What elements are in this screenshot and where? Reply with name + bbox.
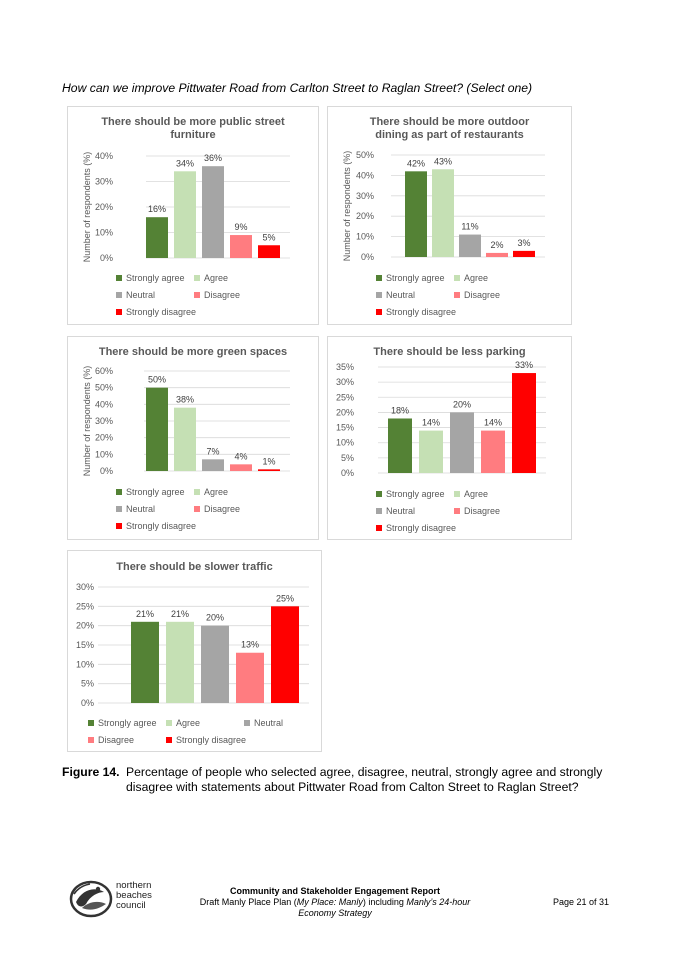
- y-tick-label: 30%: [94, 416, 113, 426]
- bar-strongly-agree: [131, 622, 159, 703]
- data-label: 5%: [262, 232, 276, 243]
- data-label: 18%: [390, 405, 410, 416]
- bar-strongly-disagree: [271, 606, 299, 703]
- legend-item: [194, 273, 228, 283]
- data-label: 14%: [421, 417, 441, 428]
- data-label: 42%: [406, 158, 426, 169]
- legend-swatch: [376, 309, 382, 315]
- data-label: 20%: [452, 399, 472, 410]
- y-tick-label: 10%: [94, 449, 113, 460]
- legend-item: [166, 718, 200, 728]
- bar-neutral: [201, 626, 229, 703]
- y-tick-label: 10%: [355, 231, 374, 242]
- footer-subtitle: [190, 897, 480, 919]
- legend-label: Strongly agree: [126, 487, 185, 497]
- y-tick-label: 30%: [355, 190, 374, 201]
- y-tick-label: 15%: [75, 640, 94, 650]
- chart-less-parking: [327, 336, 572, 540]
- y-tick-label: 0%: [99, 466, 113, 476]
- data-label: 25%: [275, 593, 295, 604]
- data-label: 16%: [147, 204, 167, 215]
- data-label: 38%: [175, 394, 195, 405]
- legend-swatch: [454, 292, 460, 298]
- legend-item: [454, 506, 500, 516]
- data-label: 50%: [147, 374, 167, 385]
- legend-label: Strongly disagree: [386, 523, 457, 533]
- bar-agree: [432, 169, 454, 257]
- y-tick-label: 25%: [335, 392, 354, 403]
- footer-report-info: [190, 886, 480, 919]
- data-label: 4%: [234, 451, 248, 462]
- legend-swatch: [88, 737, 94, 743]
- legend-swatch: [454, 508, 460, 514]
- footer-subtitle-mid: ) including: [362, 897, 407, 907]
- y-tick-label: 15%: [335, 422, 354, 433]
- question-heading: How can we improve Pittwater Road from Carlton Street to Raglan Street? (Select one): [62, 81, 533, 95]
- bar-agree: [174, 408, 196, 471]
- legend-label: Strongly disagree: [386, 307, 457, 317]
- bar-neutral: [459, 235, 481, 257]
- bar-disagree: [236, 653, 264, 703]
- data-label: 33%: [514, 360, 534, 371]
- data-label: 9%: [234, 222, 248, 233]
- legend-label: Agree: [204, 487, 229, 497]
- data-label: 20%: [205, 612, 225, 623]
- legend-item: [454, 290, 500, 300]
- chart-legend: [68, 273, 318, 333]
- logo-line-2: beaches: [116, 890, 152, 901]
- chart-legend: [328, 489, 571, 549]
- data-label: 21%: [135, 608, 155, 619]
- legend-label: Disagree: [464, 290, 501, 300]
- chart-slower-traffic: [67, 550, 322, 752]
- y-tick-label: 50%: [94, 382, 113, 393]
- data-label: 3%: [517, 237, 531, 248]
- bar-neutral: [450, 412, 474, 473]
- legend-swatch: [376, 491, 382, 497]
- y-tick-label: 0%: [340, 468, 354, 478]
- legend-label: Agree: [464, 273, 489, 283]
- chart-title-line: There should be less parking: [373, 346, 526, 358]
- legend-swatch: [194, 489, 200, 495]
- legend-label: Strongly disagree: [176, 735, 247, 745]
- y-tick-label: 0%: [99, 253, 113, 263]
- logo-line-1: northern: [116, 880, 152, 891]
- legend-label: Disagree: [204, 290, 241, 300]
- y-tick-label: 40%: [94, 399, 113, 410]
- legend-swatch: [454, 491, 460, 497]
- legend-label: Strongly agree: [386, 273, 445, 283]
- y-tick-label: 5%: [80, 678, 94, 689]
- bar-strongly-agree: [405, 171, 427, 257]
- chart-legend: [68, 487, 318, 547]
- y-tick-label: 5%: [340, 452, 354, 463]
- chart-title-line: There should be more public street: [101, 116, 285, 128]
- chart-legend: [328, 273, 571, 333]
- data-label: 1%: [262, 456, 276, 467]
- figure-label: Figure 14.: [62, 765, 120, 779]
- legend-label: Strongly agree: [126, 273, 185, 283]
- bar-disagree: [481, 431, 505, 473]
- legend-item: [116, 504, 155, 514]
- legend-swatch: [116, 523, 122, 529]
- y-axis-label: Number of respondents (%): [82, 365, 92, 477]
- legend-item: [88, 735, 134, 745]
- y-tick-label: 20%: [335, 407, 354, 418]
- legend-label: Neutral: [254, 718, 284, 728]
- y-tick-label: 20%: [355, 211, 374, 222]
- legend-item: [376, 307, 456, 317]
- y-tick-label: 20%: [75, 620, 94, 631]
- figure-caption-text: Percentage of people who selected agree, disagree, neutral, strongly agree and strongly disagree with statements about Pittwater Road from Calton Street to Raglan Street?: [126, 765, 603, 794]
- y-tick-label: 10%: [335, 437, 354, 448]
- legend-swatch: [194, 292, 200, 298]
- chart-outdoor-dining: [327, 106, 572, 325]
- legend-label: Strongly agree: [386, 489, 445, 499]
- chart-green-spaces: [67, 336, 319, 540]
- chart-public-street-furniture: [67, 106, 319, 325]
- legend-swatch: [244, 720, 250, 726]
- data-label: 2%: [490, 239, 504, 250]
- legend-item: [454, 273, 488, 283]
- legend-label: Agree: [204, 273, 229, 283]
- data-label: 34%: [175, 158, 195, 169]
- data-label: 36%: [203, 153, 223, 164]
- bar-neutral: [202, 166, 224, 258]
- y-tick-label: 30%: [335, 377, 354, 388]
- bar-disagree: [486, 253, 508, 257]
- y-tick-label: 35%: [335, 362, 354, 372]
- legend-swatch: [88, 720, 94, 726]
- data-label: 43%: [433, 156, 453, 167]
- legend-label: Agree: [464, 489, 489, 499]
- legend-item: [376, 290, 415, 300]
- y-tick-label: 0%: [80, 698, 94, 708]
- bar-strongly-agree: [388, 418, 412, 473]
- legend-swatch: [454, 275, 460, 281]
- bar-agree: [174, 171, 196, 258]
- y-tick-label: 20%: [94, 202, 113, 212]
- legend-item: [376, 489, 445, 499]
- legend-swatch: [116, 309, 122, 315]
- legend-swatch: [194, 275, 200, 281]
- legend-swatch: [376, 275, 382, 281]
- y-tick-label: 30%: [94, 176, 113, 187]
- legend-label: Neutral: [386, 290, 416, 300]
- legend-swatch: [116, 506, 122, 512]
- bar-agree: [419, 431, 443, 473]
- y-axis-label: Number of respondents (%): [342, 150, 352, 262]
- legend-label: Strongly agree: [98, 718, 157, 728]
- legend-swatch: [376, 292, 382, 298]
- y-axis-label: Number of respondents (%): [82, 151, 92, 263]
- y-tick-label: 50%: [355, 150, 374, 160]
- legend-label: Neutral: [126, 290, 156, 300]
- legend-swatch: [116, 275, 122, 281]
- data-label: 11%: [461, 221, 479, 232]
- legend-item: [194, 290, 240, 300]
- legend-item: [376, 523, 456, 533]
- legend-item: [116, 487, 185, 497]
- legend-item: [454, 489, 488, 499]
- legend-swatch: [376, 525, 382, 531]
- footer-title: Community and Stakeholder Engagement Report: [229, 886, 441, 896]
- bar-disagree: [230, 464, 252, 471]
- chart-title-line: There should be more green spaces: [98, 346, 288, 358]
- data-label: 13%: [240, 639, 260, 650]
- legend-swatch: [376, 508, 382, 514]
- bar-strongly-disagree: [258, 469, 280, 471]
- bar-strongly-agree: [146, 388, 168, 471]
- y-tick-label: 10%: [94, 227, 113, 238]
- chart-title-line: furniture: [170, 129, 216, 141]
- bar-agree: [166, 622, 194, 703]
- legend-label: Strongly disagree: [126, 521, 197, 531]
- y-tick-label: 60%: [94, 366, 113, 376]
- legend-label: Disagree: [98, 735, 135, 745]
- bar-strongly-agree: [146, 217, 168, 258]
- logo-text: [116, 881, 152, 911]
- legend-item: [116, 307, 196, 317]
- legend-item: [88, 718, 157, 728]
- y-tick-label: 20%: [94, 432, 113, 443]
- y-tick-label: 10%: [75, 659, 94, 670]
- bar-disagree: [230, 235, 252, 258]
- y-tick-label: 40%: [94, 151, 113, 161]
- legend-item: [376, 506, 415, 516]
- bar-strongly-disagree: [512, 373, 536, 473]
- legend-swatch: [166, 737, 172, 743]
- bar-strongly-disagree: [258, 245, 280, 258]
- legend-label: Disagree: [464, 506, 501, 516]
- legend-item: [166, 735, 246, 745]
- chart-title-line: There should be slower traffic: [116, 561, 273, 573]
- legend-item: [116, 521, 196, 531]
- legend-item: [376, 273, 445, 283]
- chart-title-line: There should be more outdoor: [369, 116, 530, 128]
- y-tick-label: 30%: [75, 582, 94, 592]
- legend-swatch: [116, 292, 122, 298]
- bar-neutral: [202, 459, 224, 471]
- legend-label: Neutral: [386, 506, 416, 516]
- bar-strongly-disagree: [513, 251, 535, 257]
- footer-subtitle-pre: Draft Manly Place Plan (: [199, 897, 297, 907]
- legend-item: [116, 290, 155, 300]
- legend-label: Strongly disagree: [126, 307, 197, 317]
- legend-label: Agree: [176, 718, 201, 728]
- legend-item: [194, 504, 240, 514]
- legend-swatch: [194, 506, 200, 512]
- data-label: 14%: [483, 417, 503, 428]
- legend-label: Disagree: [204, 504, 241, 514]
- legend-label: Neutral: [126, 504, 156, 514]
- y-tick-label: 40%: [355, 170, 374, 181]
- legend-item: [116, 273, 185, 283]
- legend-swatch: [116, 489, 122, 495]
- data-label: 21%: [170, 608, 190, 619]
- logo-line-3: council: [116, 900, 146, 911]
- legend-item: [194, 487, 228, 497]
- legend-item: [244, 718, 283, 728]
- data-label: 7%: [206, 446, 220, 457]
- chart-title-line: dining as part of restaurants: [375, 129, 524, 141]
- y-tick-label: 0%: [360, 252, 374, 262]
- footer-subtitle-em1: My Place: Manly: [296, 897, 363, 907]
- legend-swatch: [166, 720, 172, 726]
- footer-subtitle-em2: Manly’s 24-hour Economy Strategy: [298, 897, 471, 918]
- y-tick-label: 25%: [75, 601, 94, 612]
- northern-beaches-logo-icon: [68, 878, 114, 920]
- page-number: Page 21 of 31: [553, 897, 610, 907]
